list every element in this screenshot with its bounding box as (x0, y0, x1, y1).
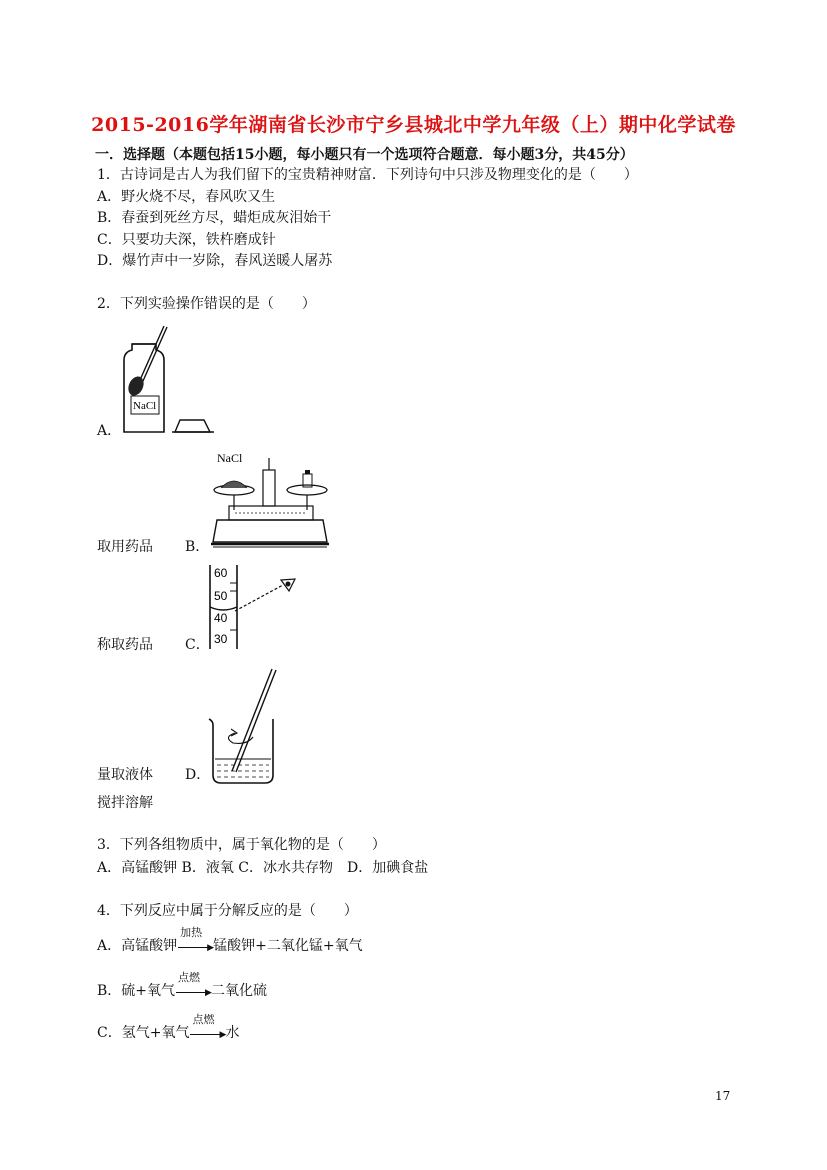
question-1-option-d: D．爆竹声中一岁除，春风送暖人屠苏 (97, 253, 333, 269)
section-heading: 一．选择题（本题包括15小题，每小题只有一个选项符合题意．每小题3分，共45分） (95, 147, 634, 163)
reaction-c-condition: 点燃 (192, 1013, 215, 1026)
question-2-option-a-caption: 取用药品 (97, 539, 153, 555)
question-2-option-a-label: A． (97, 423, 122, 439)
nacl-balance-label: NaCl (217, 451, 243, 465)
reaction-arrow-icon: 加热 ▶ (180, 926, 215, 953)
figure-a-reagent-bottle (118, 322, 218, 434)
reaction-b-products: 二氧化硫 (211, 983, 268, 999)
question-4-option-c (97, 1013, 240, 1042)
exam-title: 2015-2016学年湖南省长沙市宁乡县城北中学九年级（上）期中化学试卷 (91, 114, 736, 136)
question-1-option-b: B．春蚕到死丝方尽，蜡炬成灰泪始干 (97, 210, 332, 226)
question-2-stem: 2．下列实验操作错误的是（ ） (97, 296, 316, 312)
question-2-option-b-caption: 称取药品 (97, 637, 153, 653)
question-4-option-a (97, 926, 363, 955)
figure-c-graduated-cylinder (205, 563, 305, 653)
nacl-bottle-label: NaCl (133, 400, 157, 412)
cylinder-tick-30: 30 (214, 632, 228, 646)
reaction-c-products: 水 (225, 1025, 240, 1041)
question-2-option-d-label: D． (185, 767, 211, 783)
figure-d-beaker-stirring (203, 667, 293, 787)
page-number: 17 (715, 1089, 731, 1103)
reaction-b-reactants: B．硫+氧气 (97, 983, 176, 999)
figure-b-balance (207, 448, 332, 552)
reaction-arrow-icon: 点燃 ▶ (192, 1013, 227, 1040)
question-2-option-d-caption: 搅拌溶解 (97, 795, 153, 811)
reaction-c-reactants: C．氢气+氧气 (97, 1025, 190, 1041)
cylinder-tick-60: 60 (214, 566, 228, 580)
reaction-b-condition: 点燃 (178, 971, 201, 984)
question-1-option-c: C．只要功夫深，铁杵磨成针 (97, 232, 276, 248)
question-2-option-b-label: B． (185, 539, 210, 555)
question-1-stem: 1．古诗词是古人为我们留下的宝贵精神财富．下列诗句中只涉及物理变化的是（ ） (97, 167, 638, 183)
question-4-option-b (97, 971, 268, 1000)
question-3-stem: 3．下列各组物质中，属于氧化物的是（ ） (97, 837, 386, 853)
question-4-stem: 4．下列反应中属于分解反应的是（ ） (97, 903, 358, 919)
question-3-options: A．高锰酸钾 B．液氧 C．冰水共存物 D．加碘食盐 (97, 860, 429, 876)
reaction-arrow-icon: 点燃 ▶ (178, 971, 212, 998)
question-2-option-c-label: C． (185, 637, 210, 653)
reaction-a-reactants: A．高锰酸钾 (97, 938, 178, 954)
cylinder-tick-40: 40 (214, 611, 228, 625)
question-1-option-a: A．野火烧不尽，春风吹又生 (97, 189, 276, 205)
cylinder-tick-50: 50 (214, 589, 228, 603)
reaction-a-products: 锰酸钾+二氧化锰+氧气 (213, 938, 363, 954)
question-2-option-c-caption: 量取液体 (97, 767, 153, 783)
reaction-a-condition: 加热 (180, 926, 203, 939)
